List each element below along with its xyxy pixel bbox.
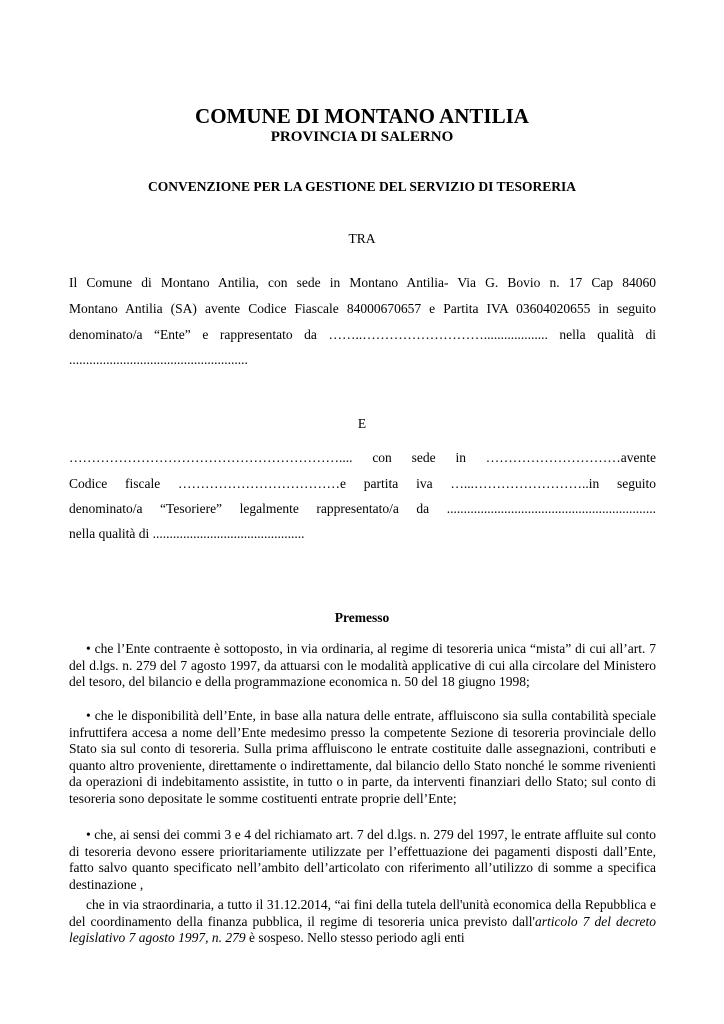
tesoriere-line: …………………………………………………….... con sede in …………………………avente <box>69 450 656 465</box>
page-title: COMUNE DI MONTANO ANTILIA <box>195 104 529 128</box>
convention-title: CONVENZIONE PER LA GESTIONE DEL SERVIZIO DI TESORERIA <box>147 179 577 194</box>
e-label: E <box>357 416 367 431</box>
premesso-heading: Premesso <box>334 610 390 625</box>
premesso-item <box>69 827 656 893</box>
ente-line: denominato/a “Ente” e rappresentato da ……..………………………................... nella qualità di <box>69 327 656 342</box>
premesso-item <box>69 641 656 691</box>
ente-line: ..................................................... <box>69 352 248 367</box>
premesso-item-text: • che, ai sensi dei commi 3 e 4 del richiamato art. 7 del d.lgs. n. 279 del 1997, le entrate affluite sul conto di tesoreria devono essere prioritariamente utilizzate per l’effettuazione dei pagamenti disposti dall’Ente, fatto salvo quanto specificato nell’ambito dell’articolato con riferimento all’utilizzo di somme a specifica destinazione , <box>69 827 656 892</box>
premesso-item-italic: articolo 7 del decreto legislativo 7 agosto 1997, n. 279 <box>69 913 656 945</box>
premesso-item-text: che in via straordinaria, a tutto il 31.12.2014, “ai fini della tutela dell'unità economica della Repubblica e del coordinamento della finanza pubblica, il regime di tesoreria unica previsto dall' <box>69 897 656 929</box>
premesso-item-text: • che le disponibilità dell’Ente, in base alla natura delle entrate, affluiscono sia sulla contabilità speciale infruttifera accesa a nome dell’Ente medesimo presso la competente Sezione di tesoreria provinciale dello Stato sia sul conto di tesoreria. Sulla prima affluiscono le entrate costituite dalle assegnazioni, contributi e quanto altro proveniente, direttamente o indirettamente, dal bilancio dello Stato nonché le somme rivenienti da operazioni di indebitamento assistite, in tutto o in parte, da interventi finanziari dello Stato; sul conto di tesoreria sono depositate le somme costituenti entrate proprie dell’Ente; <box>69 708 656 806</box>
tesoriere-line: denominato/a “Tesoriere” legalmente rappresentato/a da .............................................................. <box>69 501 656 516</box>
premesso-item <box>69 897 656 947</box>
premesso-item <box>69 708 656 807</box>
ente-line: Il Comune di Montano Antilia, con sede in Montano Antilia- Via G. Bovio n. 17 Cap 84060 <box>69 275 656 290</box>
premesso-item-text: è sospeso. Nello stesso periodo agli enti <box>245 930 465 945</box>
premesso-item-text: • che l’Ente contraente è sottoposto, in via ordinaria, al regime di tesoreria unica “mista” di cui all’art. 7 del d.lgs. n. 279 del 7 agosto 1997, da attuarsi con le modalità applicative di cui alla circolare del Ministero del tesoro, del bilancio e della programmazione economica n. 50 del 18 giugno 1998; <box>69 641 656 689</box>
page-subtitle: PROVINCIA DI SALERNO <box>270 129 454 145</box>
tesoriere-line: nella qualità di ............................................. <box>69 526 305 541</box>
tesoriere-line: Codice fiscale ………………………………e partita iva …...……………………..in seguito <box>69 476 656 491</box>
tra-label: TRA <box>348 231 376 246</box>
ente-line: Montano Antilia (SA) avente Codice Fiascale 84000670657 e Partita IVA 03604020655 in seguito <box>69 301 656 316</box>
